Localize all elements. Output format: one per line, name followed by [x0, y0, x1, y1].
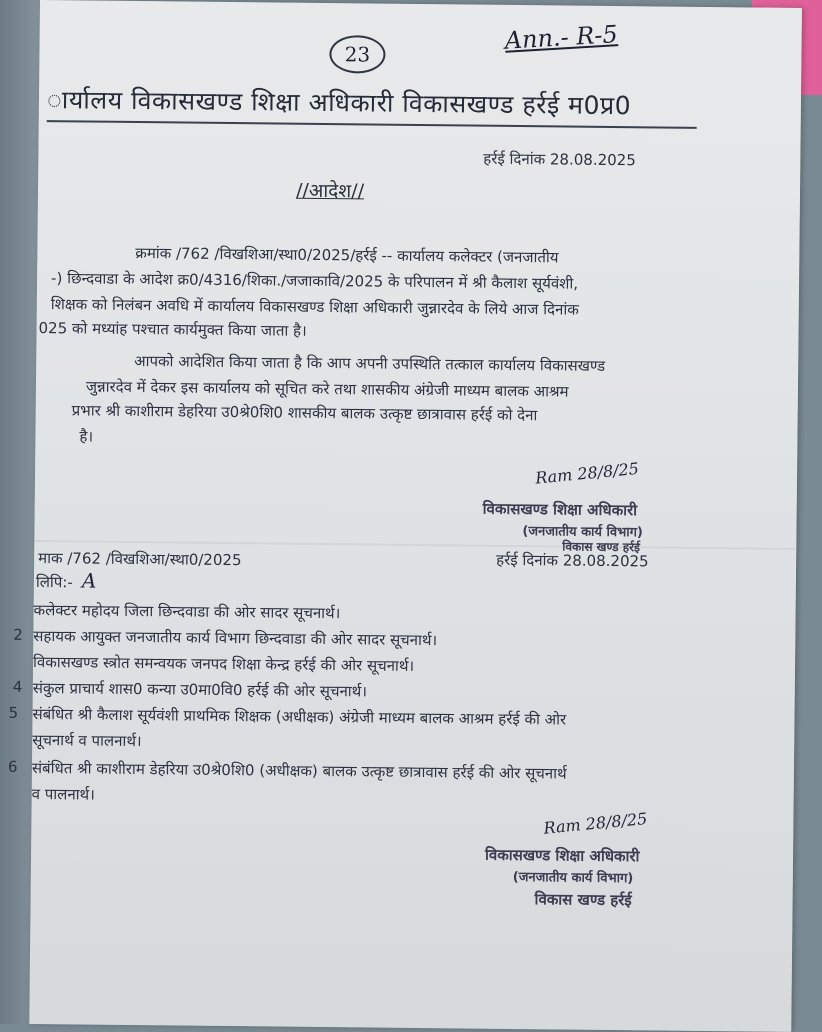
copy-item: व पालनार्थ।: [31, 784, 95, 804]
issue-place-date: हर्रई दिनांक 28.08.2025: [483, 149, 636, 170]
para1-line: शिक्षक को निलंबन अवधि में कार्यालय विकासखण्ड शिक्षा अधिकारी जुन्नारदेव के लिये आज दिनांक: [50, 295, 579, 319]
para2-line: प्रभार श्री काशीराम डेहरिया उ0श्रे0शि0 शासकीय बालक उत्कृष्ट छात्रावास हर्रई को देना: [71, 401, 538, 425]
copy-label: लिपि:-: [35, 572, 73, 592]
copy-item: कलेक्टर महोदय जिला छिन्दवाडा की ओर सादर सूचनार्थ।: [33, 600, 341, 623]
page-number: 23: [344, 42, 371, 67]
page-number-circle: [329, 35, 385, 74]
copy-mark: A: [81, 568, 97, 593]
handwritten-signature: Ram 28/8/25: [534, 458, 640, 488]
officer-stamp-line: (जनजातीय कार्य विभाग): [522, 524, 643, 541]
copy-item-number: 4: [12, 677, 23, 696]
officer-stamp-line: विकास खण्ड हर्रई: [534, 890, 632, 910]
officer-stamp-line: विकासखण्ड शिक्षा अधिकारी: [482, 499, 638, 520]
copy-item: संकुल प्राचार्य शास0 कन्या उ0मा0वि0 हर्रई की ओर सूचनार्थ।: [32, 678, 368, 701]
office-header: ार्यालय विकासखण्ड शिक्षा अधिकारी विकासखण्ड हर्रई म0प्र0: [47, 82, 697, 129]
para2-line: जुन्नारदेव में देकर इस कार्यालय को सूचित करे तथा शासकीय अंग्रेजी माध्यम बालक आश्रम: [85, 377, 569, 401]
endorsement-ref: माक /762 /विखशिआ/स्था0/2025: [38, 549, 242, 570]
copy-item: संबंधित श्री कैलाश सूर्यवंशी प्राथमिक शिक्षक (अधीक्षक) अंग्रेजी माध्यम बालक आश्रम हर्रई की ओर: [32, 704, 567, 729]
copy-item-number: 6: [7, 757, 18, 776]
para1-line: 025 को मध्यांह पश्चात कार्यमुक्त किया जाता है।: [38, 319, 307, 340]
para2-line: आपको आदेशित किया जाता है कि आप अपनी उपस्थिति तत्काल कार्यालय विकासखण्ड: [134, 352, 606, 375]
para1-line: -) छिन्दवाडा के आदेश क्र0/4316/शिका./जजाकावि/2025 के परिपालन में श्री कैलाश सूर्यवंशी,: [50, 269, 579, 293]
copy-item-number: 2: [13, 625, 23, 644]
officer-stamp-line: विकासखण्ड शिक्षा अधिकारी: [484, 845, 640, 866]
order-title: //आदेश//: [295, 179, 365, 203]
copy-item: सूचनार्थ व पालनार्थ।: [32, 730, 142, 751]
officer-stamp-line: (जनजातीय कार्य विभाग): [512, 870, 634, 887]
para1-line: क्रमांक /762 /विखशिआ/स्था0/2025/हर्रई -- कार्यालय कलेक्टर (जनजातीय: [135, 244, 559, 267]
copy-item-number: 5: [8, 703, 19, 722]
officer-stamp-line: विकास खण्ड हर्रई: [562, 539, 641, 555]
endorsement-place-date: हर्रई दिनांक 28.08.2025: [496, 550, 649, 571]
handwritten-signature-2: Ram 28/8/25: [542, 809, 648, 838]
copy-item: संबंधित श्री काशीराम डेहरिया उ0श्रे0शि0 (अधीक्षक) बालक उत्कृष्ट छात्रावास हर्रई की ओर सूचनार्थ: [31, 758, 567, 783]
order-document: [7, 0, 802, 1032]
annexure-mark: Ann.- R-5: [503, 20, 619, 55]
para2-line: है।: [79, 427, 94, 446]
copy-item: सहायक आयुक्त जनजातीय कार्य विभाग छिन्दवाडा की ओर सादर सूचनार्थ।: [33, 626, 438, 650]
copy-item: विकासखण्ड स्त्रोत समन्वयक जनपद शिक्षा केन्द्र हर्रई की ओर सूचनार्थ।: [32, 652, 415, 675]
